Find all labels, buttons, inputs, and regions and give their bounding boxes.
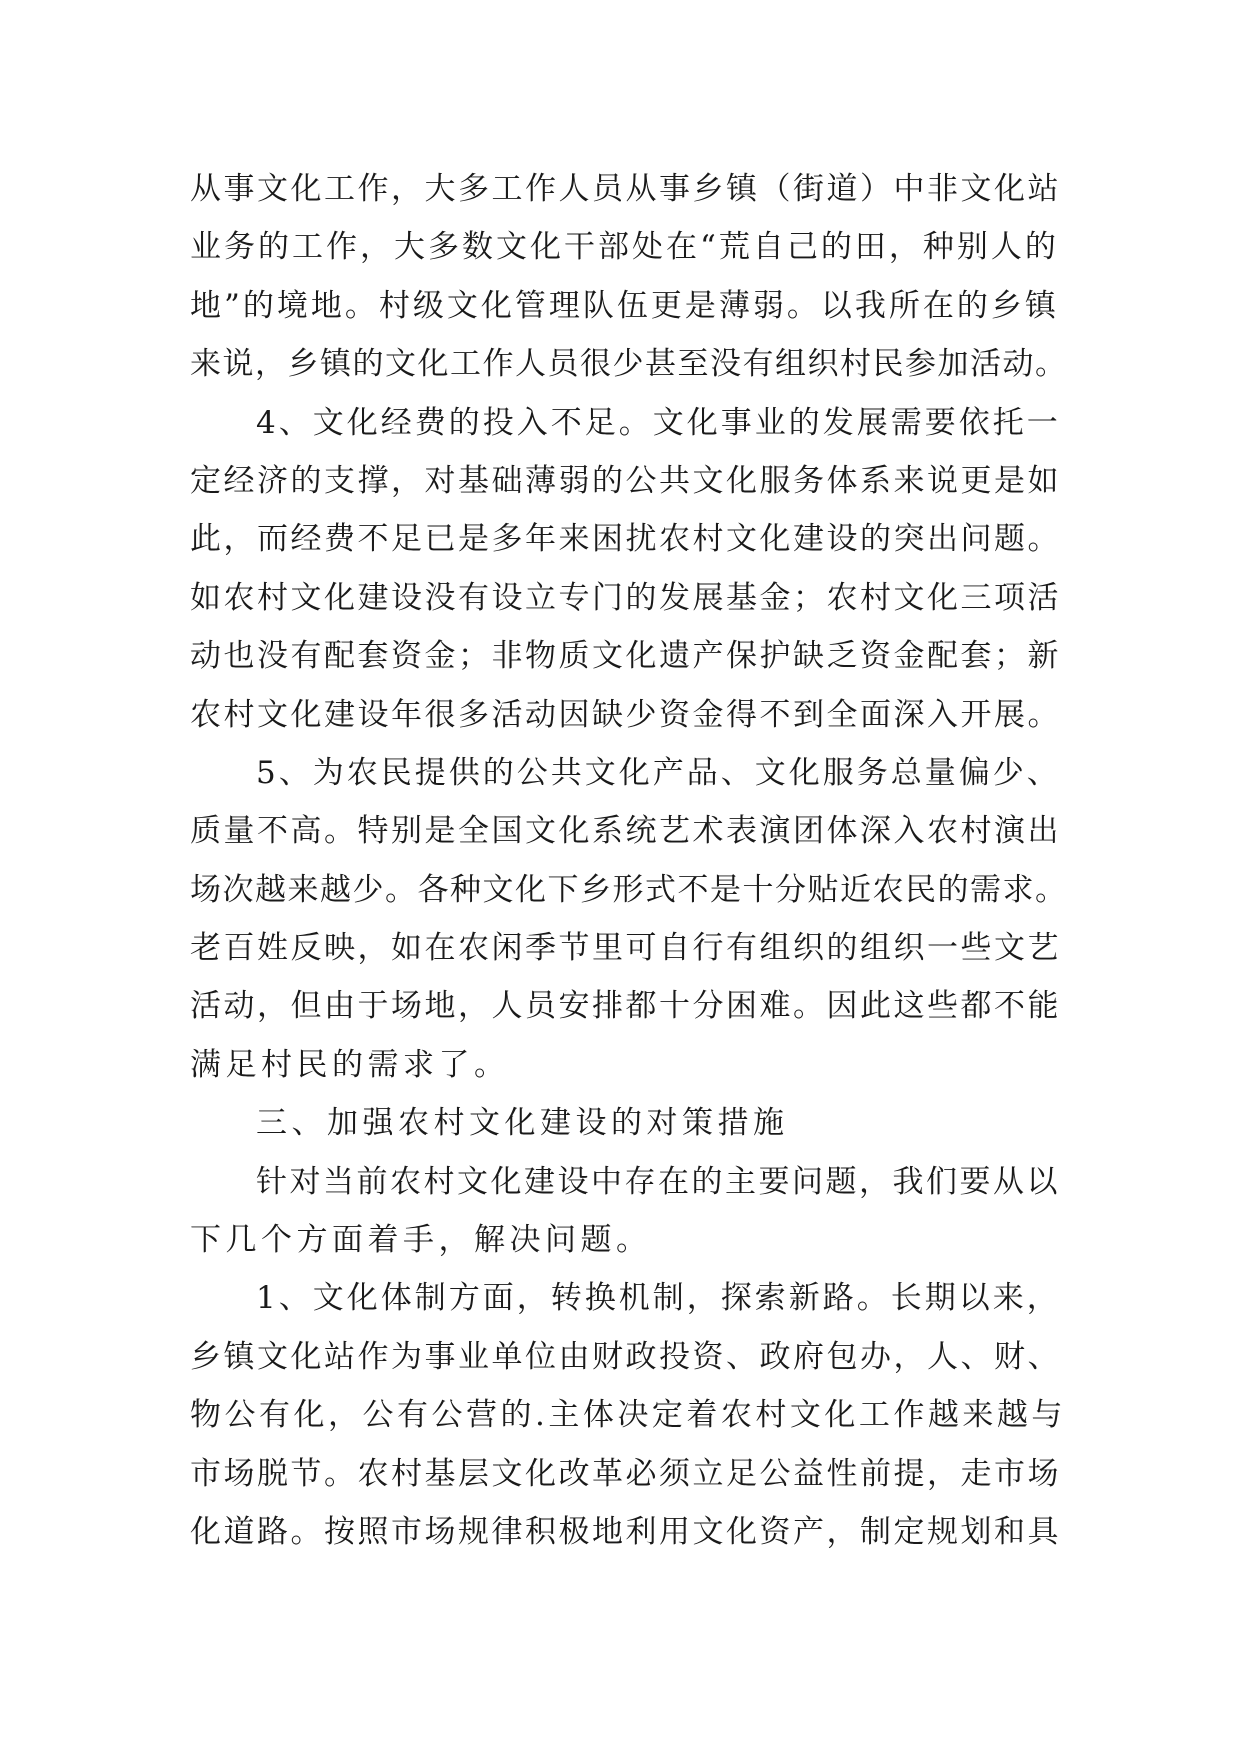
- body-text: [190, 160, 1070, 1561]
- text-line: 农村文化建设年很多活动因缺少资金得不到全面深入开展。: [190, 696, 1061, 733]
- paragraph-start-line: 5、为农民提供的公共文化产品、文化服务总量偏少、: [256, 754, 1061, 791]
- text-line: 下几个方面着手，解决问题。: [190, 1222, 652, 1259]
- text-line: 业务的工作，大多数文化干部处在“荒自己的田，种别人的: [190, 229, 1059, 266]
- text-line: 质量不高。特别是全国文化系统艺术表演团体深入农村演出: [190, 813, 1061, 850]
- text-line: 满足村民的需求了。: [190, 1046, 510, 1083]
- text-line: 动也没有配套资金；非物质文化遗产保护缺乏资金配套；新: [190, 638, 1061, 675]
- text-line: 如农村文化建设没有设立专门的发展基金；农村文化三项活: [190, 579, 1061, 616]
- paragraph-start-line: 针对当前农村文化建设中存在的主要问题，我们要从以: [256, 1163, 1060, 1200]
- text-line: 来说，乡镇的文化工作人员很少甚至没有组织村民参加活动。: [190, 346, 1068, 383]
- text-line: 此，而经费不足已是多年来困扰农村文化建设的突出问题。: [190, 521, 1061, 558]
- text-line: 地”的境地。村级文化管理队伍更是薄弱。以我所在的乡镇: [190, 287, 1059, 324]
- text-line: 老百姓反映，如在农闲季节里可自行有组织的组织一些文艺: [190, 930, 1061, 967]
- section-heading: 三、加强农村文化建设的对策措施: [256, 1105, 789, 1142]
- text-line: 化道路。按照市场规律积极地利用文化资产，制定规划和具: [190, 1513, 1061, 1550]
- text-line: 从事文化工作，大多工作人员从事乡镇（街道）中非文化站: [190, 171, 1061, 207]
- paragraph-start-line: 1、文化体制方面，转换机制，探索新路。长期以来，: [256, 1280, 1061, 1317]
- text-line: 市场脱节。农村基层文化改革必须立足公益性前提，走市场: [190, 1455, 1061, 1492]
- text-line: 定经济的支撑，对基础薄弱的公共文化服务体系来说更是如: [190, 462, 1061, 499]
- text-line: 场次越来越少。各种文化下乡形式不是十分贴近农民的需求。: [190, 871, 1068, 908]
- text-line: 物公有化，公有公营的.主体决定着农村文化工作越来越与: [190, 1397, 1066, 1434]
- text-line: 活动，但由于场地，人员安排都十分困难。因此这些都不能: [190, 988, 1061, 1025]
- paragraph-start-line: 4、文化经费的投入不足。文化事业的发展需要依托一: [256, 404, 1061, 441]
- text-line: 乡镇文化站作为事业单位由财政投资、政府包办，人、财、: [190, 1338, 1061, 1375]
